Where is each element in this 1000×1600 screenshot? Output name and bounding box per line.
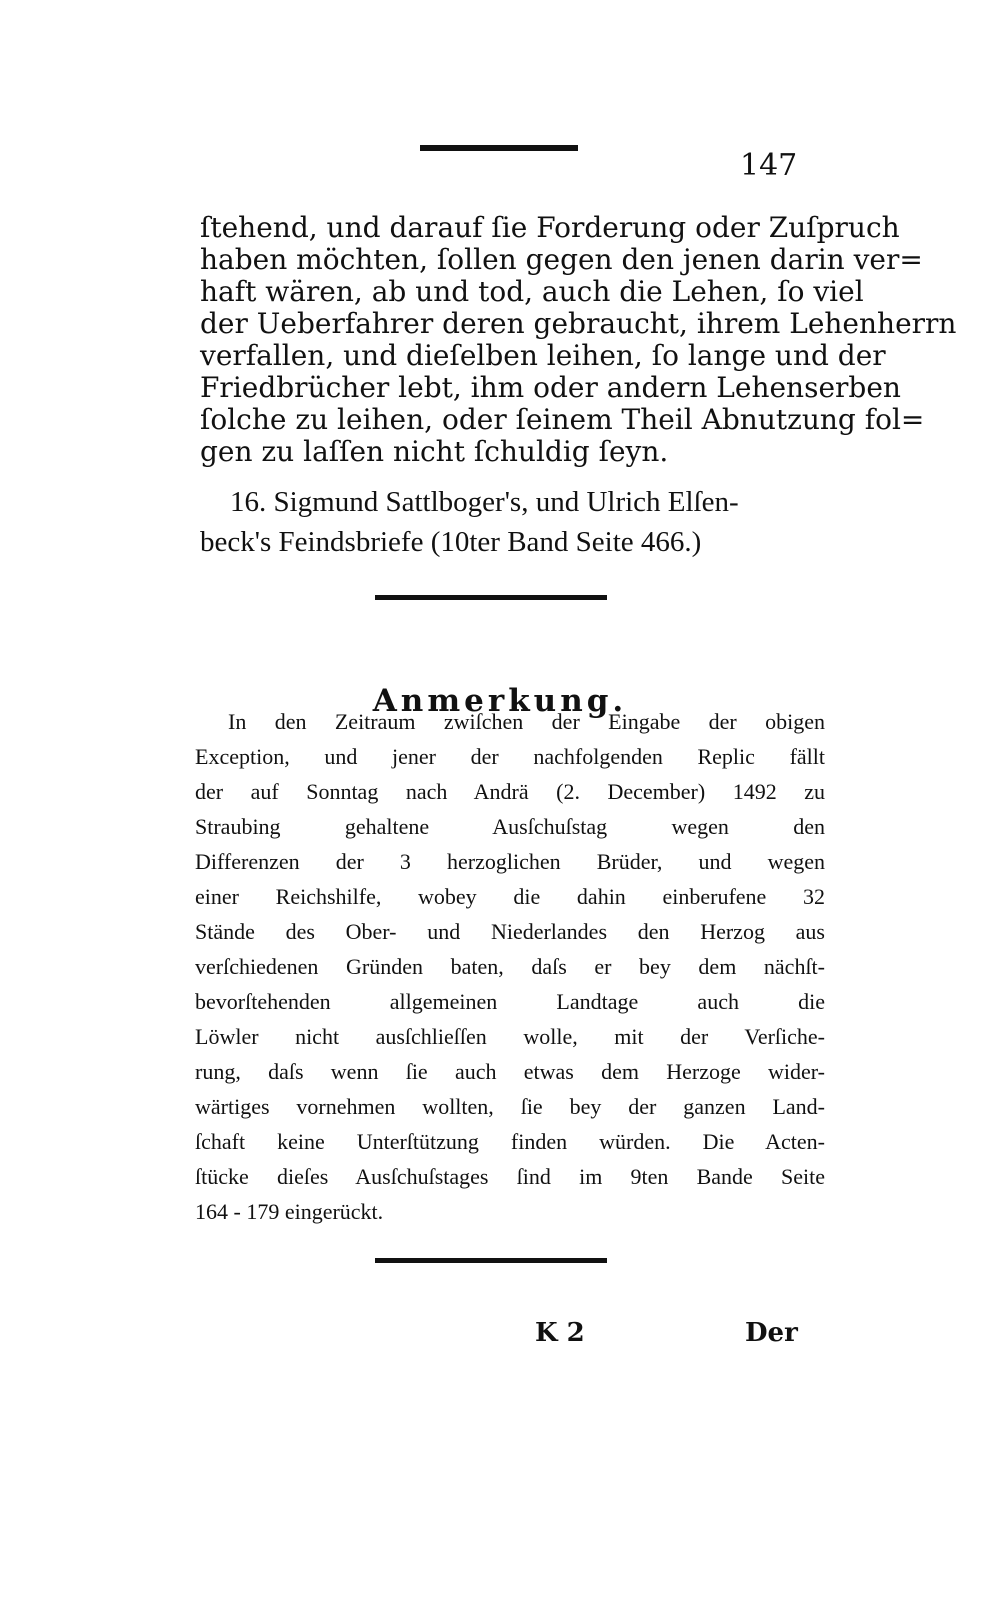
top-rule xyxy=(420,145,578,151)
body-line: ſtücke dieſes Ausſchuſstages ſind im 9ten Bande Seite xyxy=(195,1164,825,1189)
heading-line: beck's Feindsbriefe (10ter Band Seite 466.) xyxy=(200,526,702,558)
annotation-title: Anmerkung. xyxy=(372,683,628,719)
fraktur-line: der Ueberfahrer deren gebraucht, ihrem Lehenherrn xyxy=(200,307,957,340)
body-line: verſchiedenen Gründen baten, daſs er bey dem nächſt- xyxy=(195,954,825,979)
fraktur-line: ſtehend, und darauf ſie Forderung oder Zuſpruch xyxy=(200,211,900,244)
fraktur-line: verfallen, und dieſelben leihen, ſo lange und der xyxy=(200,339,886,372)
body-line: ſchaft keine Unterſtützung finden würden. Die Acten- xyxy=(195,1129,825,1154)
body-line: Löwler nicht ausſchlieſſen wolle, mit der Verſiche- xyxy=(195,1024,825,1049)
fraktur-line: haft wären, ab und tod, auch die Lehen, ſo viel xyxy=(200,275,864,308)
fraktur-line: gen zu laſſen nicht ſchuldig ſeyn. xyxy=(200,435,669,468)
fraktur-line: ſolche zu leihen, oder ſeinem Theil Abnutzung fol= xyxy=(200,403,925,436)
fraktur-line: Friedbrücher lebt, ihm oder andern Lehenserben xyxy=(200,371,901,404)
fraktur-line: haben möchten, ſollen gegen den jenen darin ver= xyxy=(200,243,923,276)
signature-mark: K 2 xyxy=(535,1318,585,1348)
body-line: In den Zeitraum zwiſchen der Eingabe der obigen xyxy=(228,709,825,734)
body-line: Straubing gehaltene Ausſchuſstag wegen den xyxy=(195,814,825,839)
body-line: Stände des Ober- und Niederlandes den Herzog aus xyxy=(195,919,825,944)
middle-rule xyxy=(375,595,607,600)
page-number: 147 xyxy=(740,148,798,183)
body-line: Differenzen der 3 herzoglichen Brüder, und wegen xyxy=(195,849,825,874)
catchword: Der xyxy=(745,1318,798,1348)
body-line: bevorſtehenden allgemeinen Landtage auch die xyxy=(195,989,825,1014)
heading-line: 16. Sigmund Sattlboger's, und Ulrich Elſen- xyxy=(230,486,739,518)
body-line: einer Reichshilfe, wobey die dahin einberufene 32 xyxy=(195,884,825,909)
body-line: 164 - 179 eingerückt. xyxy=(195,1199,384,1224)
body-line: der auf Sonntag nach Andrä (2. December) 1492 zu xyxy=(195,779,825,804)
bottom-rule xyxy=(375,1258,607,1263)
body-line: Exception, und jener der nachfolgenden Replic fällt xyxy=(195,744,825,769)
body-line: rung, daſs wenn ſie auch etwas dem Herzoge wider- xyxy=(195,1059,825,1084)
body-line: wärtiges vornehmen wollten, ſie bey der ganzen Land- xyxy=(195,1094,825,1119)
